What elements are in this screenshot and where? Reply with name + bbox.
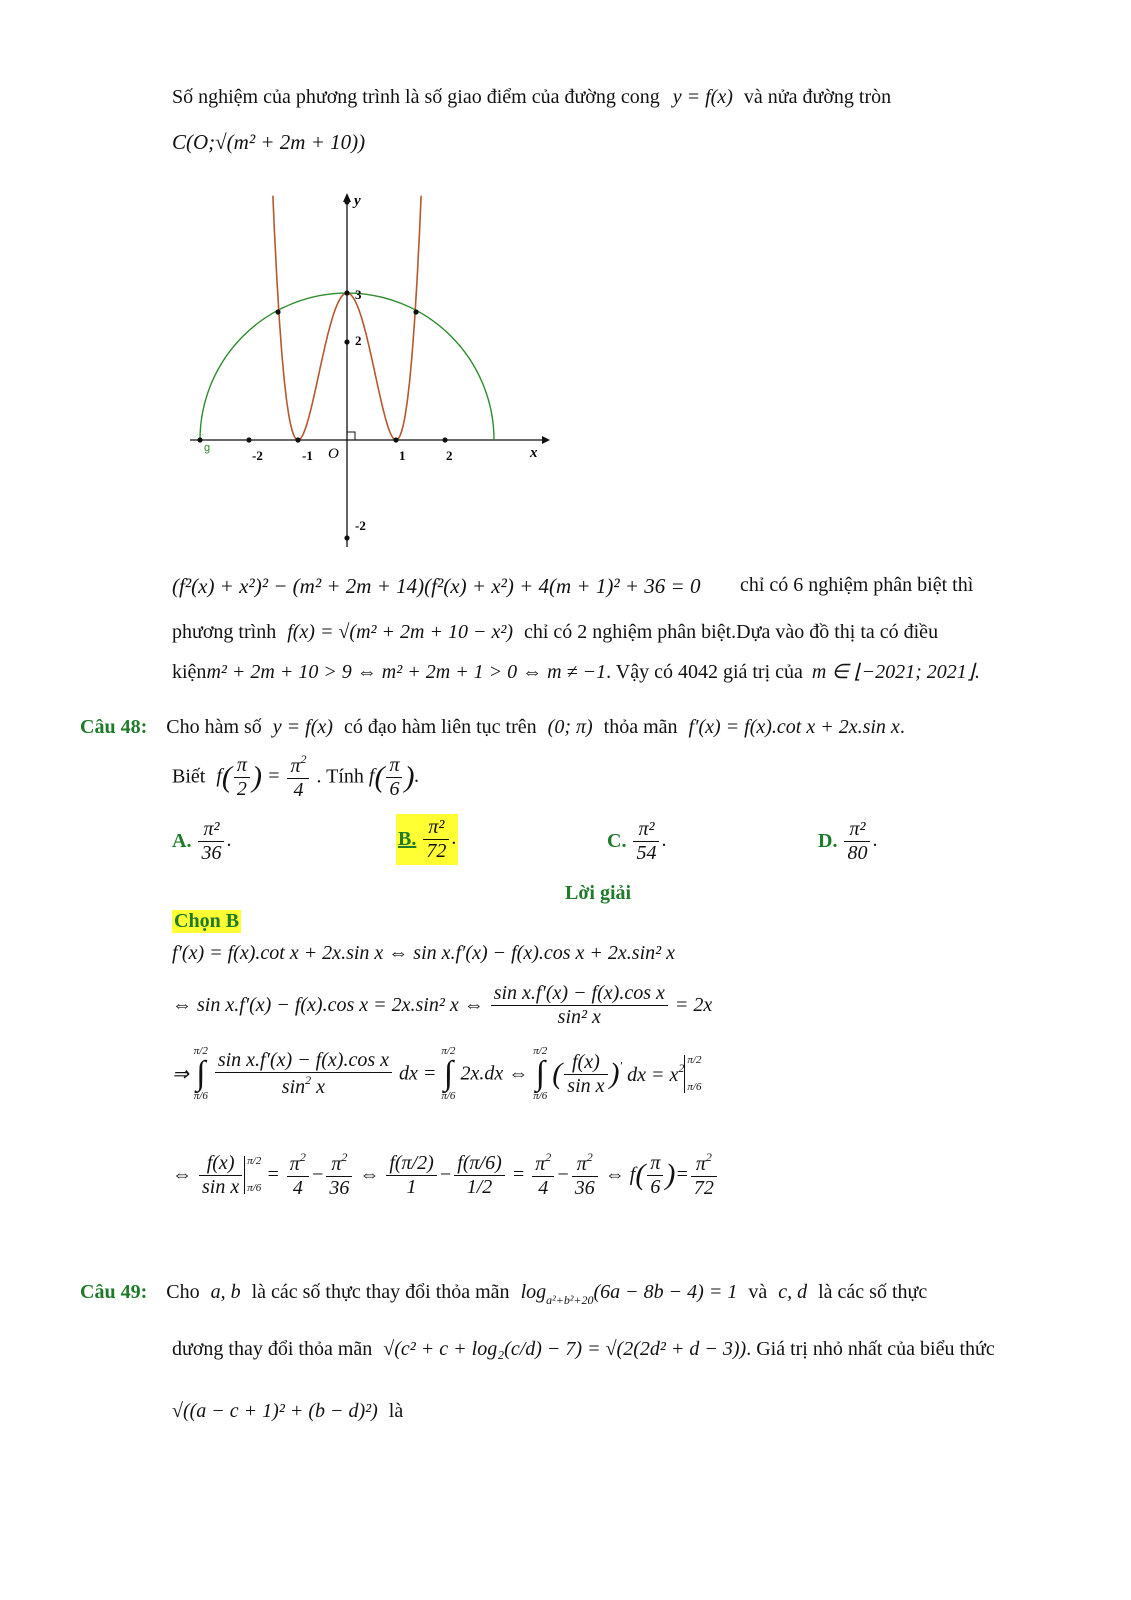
cond-eq-2: f(x) = √(m² + 2m + 10 − x²) bbox=[287, 621, 513, 643]
cond-text-3: chỉ có 2 nghiệm phân biệt.Dựa vào đồ thị ta có điều bbox=[524, 621, 939, 643]
option-b-fraction bbox=[423, 816, 449, 863]
q49-line-2 bbox=[172, 1338, 995, 1361]
y-axis-top-point bbox=[344, 199, 349, 204]
tick-point-y3 bbox=[344, 290, 349, 295]
intersection-right bbox=[413, 309, 418, 314]
q49-label: Câu 49: bbox=[80, 1281, 148, 1303]
cond-eq-4: m ∈ ⌊−2021; 2021⌋ bbox=[811, 661, 975, 683]
solution-step-1: f′(x) = f(x).cot x + 2x.sin x ⇔ sin x.f′(x) − f(x).cos x + 2x.sin² x bbox=[172, 942, 675, 964]
q48-given-f: f( $\frac{\pi}{2}$ ) = $\frac{\pi^2}{4}$ bbox=[216, 765, 311, 787]
point-g bbox=[197, 437, 202, 442]
option-a-fraction bbox=[198, 818, 224, 865]
intro-text-2: và nửa đường tròn bbox=[743, 86, 892, 108]
cond-text-5: . Vậy có 4042 giá trị của bbox=[606, 661, 803, 683]
tick-point-y2 bbox=[344, 339, 349, 344]
option-a-letter: A. bbox=[172, 830, 192, 852]
option-c-fraction bbox=[633, 818, 659, 865]
tick-point-2 bbox=[442, 437, 447, 442]
q49-text-1: Cho bbox=[166, 1281, 200, 1303]
function-graph bbox=[180, 185, 560, 555]
cond-text-4: kiện bbox=[172, 661, 207, 683]
q48-find-f: f( $\frac{\pi}{6}$ ). bbox=[368, 753, 420, 800]
q49-text-7: là bbox=[388, 1400, 404, 1422]
intro-line-1 bbox=[172, 86, 891, 109]
option-d-den: 80 bbox=[844, 841, 870, 865]
option-c-den: 54 bbox=[633, 841, 659, 865]
step-2-den: sin² x bbox=[491, 1005, 668, 1029]
tick-point-neg2 bbox=[246, 437, 251, 442]
option-a-num: π² bbox=[203, 818, 220, 840]
origin-label: O bbox=[328, 446, 339, 462]
option-c-num: π² bbox=[638, 818, 655, 840]
y-tick-label-neg2: -2 bbox=[355, 518, 366, 533]
tick-point-yneg2 bbox=[344, 535, 349, 540]
solution-step-3: ⇒ π/2 ∫ π/6 $\frac{\text{sin x.f′(x) − f(x).cos x}}{\sin^2 x}$ dx = π/2 ∫ π/6 2x.dx ⇔ π/2 ∫ π/6 ( $\frac{f(x)}{\text{sin x}}$ )′ dx = $x^2$ π/2 π/6 bbox=[172, 1045, 702, 1102]
q49-ab: a, b bbox=[210, 1281, 241, 1303]
q48-text-5: . Tính bbox=[316, 765, 364, 788]
option-d-letter: D. bbox=[818, 830, 838, 852]
option-b-letter: B. bbox=[398, 828, 417, 850]
q48-text-3: thỏa mãn bbox=[603, 716, 678, 738]
option-b-den: 72 bbox=[423, 839, 449, 863]
cond-text-2: phương trình bbox=[172, 621, 277, 643]
point-g-label: g bbox=[204, 442, 211, 454]
q48-text-2: có đạo hàm liên tục trên bbox=[343, 716, 537, 738]
intersection-left bbox=[275, 309, 280, 314]
intro-curve: y = f(x) bbox=[672, 86, 733, 108]
option-a-den: 36 bbox=[198, 841, 224, 865]
q49-log: $\log_{a^2+b^2+20}(6a - 8b - 4) = 1$ bbox=[520, 1281, 738, 1307]
q49-line-3 bbox=[172, 1400, 403, 1423]
option-d-fraction bbox=[844, 818, 870, 865]
q49-text-3: và bbox=[748, 1281, 768, 1303]
q49-text-5: dương thay đổi thỏa mãn bbox=[172, 1338, 373, 1360]
q48-line-1: Câu 48: Cho hàm số y = f(x) có đạo hàm liên tục trên (0; π) thỏa mãn f′(x) = f(x).cot x + 2x.sin x. bbox=[80, 716, 905, 738]
step-2-right: = 2x bbox=[674, 994, 713, 1016]
q49-cd: c, d bbox=[778, 1281, 808, 1303]
solution-step-2 bbox=[172, 982, 712, 1029]
y-axis-label: y bbox=[354, 193, 361, 209]
q48-option-a[interactable]: A. $\frac{\text{π²}}{36}$ . bbox=[172, 818, 232, 864]
q48-option-b[interactable]: B. $\frac{\text{π²}}{72}$ . bbox=[396, 814, 458, 865]
right-angle-mark bbox=[347, 432, 355, 440]
q48-ode: f′(x) = f(x).cot x + 2x.sin x bbox=[688, 716, 900, 738]
q49-text-4: là các số thực bbox=[818, 1281, 928, 1303]
q48-option-d[interactable]: D. $\frac{\text{π²}}{80}$ . bbox=[818, 818, 878, 864]
cond-text-1: chỉ có 6 nghiệm phân biệt thì bbox=[740, 574, 974, 596]
q48-text-4: Biết bbox=[172, 765, 206, 788]
solution-step-4: ⇔ $\frac{f(x)}{\text{sin x}}$ π/2 π/6 = $\frac{\pi^2}{4}$ − $\frac{\pi^2}{36}$ ⇔ $\frac{f(\pi/2)}{1}$ − $\frac{f(\pi/6)}{1/2}$ = $\frac{\pi^2}{4}$ − $\frac{\pi^2}{36}$ ⇔ f( $\frac{\pi}{6}$ )= $\frac{\pi^2}{72}$ bbox=[172, 1150, 719, 1200]
cond-text-6: . bbox=[974, 661, 980, 683]
cond-equation: (f²(x) + x²)² − (m² + 2m + 14)(f²(x) + x²) + 4(m + 1)² + 36 = 0 bbox=[172, 574, 701, 598]
x-axis-arrow bbox=[542, 436, 550, 444]
cond-line-3 bbox=[172, 659, 980, 684]
q48-label: Câu 48: bbox=[80, 716, 148, 738]
q49-equation: √(c² + c + log₂(c/d) − 7) = √(2(2d² + d − 3)) bbox=[383, 1338, 747, 1360]
option-c-letter: C. bbox=[607, 830, 627, 852]
x-tick-label-neg2: -2 bbox=[252, 448, 263, 463]
choose-answer: Chọn B bbox=[174, 910, 240, 932]
cond-eq-3: m² + 2m + 10 > 9 ⇔ m² + 2m + 1 > 0 ⇔ m ≠ −1 bbox=[206, 661, 607, 683]
x-tick-label-1: 1 bbox=[399, 448, 406, 463]
x-tick-label-2: 2 bbox=[446, 448, 453, 463]
q49-text-6: . Giá trị nhỏ nhất của biểu thức bbox=[746, 1338, 995, 1360]
intro-circle: C(O;√(m² + 2m + 10)) bbox=[172, 130, 366, 154]
option-d-num: π² bbox=[849, 818, 866, 840]
q49-text-2: là các số thực thay đổi thỏa mãn bbox=[251, 1281, 510, 1303]
q48-text-1: Cho hàm số bbox=[166, 716, 262, 738]
q49-line-1 bbox=[80, 1281, 927, 1308]
q48-interval: (0; π) bbox=[547, 716, 593, 738]
tick-point-1 bbox=[393, 437, 398, 442]
x-tick-label-neg1: -1 bbox=[302, 448, 313, 463]
intro-text-1: Số nghiệm của phương trình là số giao điểm của đường cong bbox=[172, 86, 660, 108]
option-b-num: π² bbox=[428, 816, 445, 838]
cond-line-2 bbox=[172, 621, 938, 644]
q48-option-c[interactable]: C. $\frac{\text{π²}}{54}$ . bbox=[607, 818, 667, 864]
x-axis-label: x bbox=[530, 445, 538, 461]
solution-title: Lời giải bbox=[565, 882, 632, 904]
step-2-num: sin x.f′(x) − f(x).cos x bbox=[493, 982, 665, 1004]
q48-line-2 bbox=[172, 752, 419, 802]
y-tick-label-3: 3 bbox=[355, 287, 362, 302]
step-2-fraction bbox=[491, 982, 668, 1029]
tick-point-neg1 bbox=[295, 437, 300, 442]
q49-expression: √((a − c + 1)² + (b − d)²) bbox=[172, 1400, 378, 1422]
q48-function: y = f(x) bbox=[272, 716, 333, 738]
y-tick-label-2: 2 bbox=[355, 333, 362, 348]
step-2-left: ⇔ sin x.f′(x) − f(x).cos x = 2x.sin² x ⇔ bbox=[172, 994, 484, 1016]
